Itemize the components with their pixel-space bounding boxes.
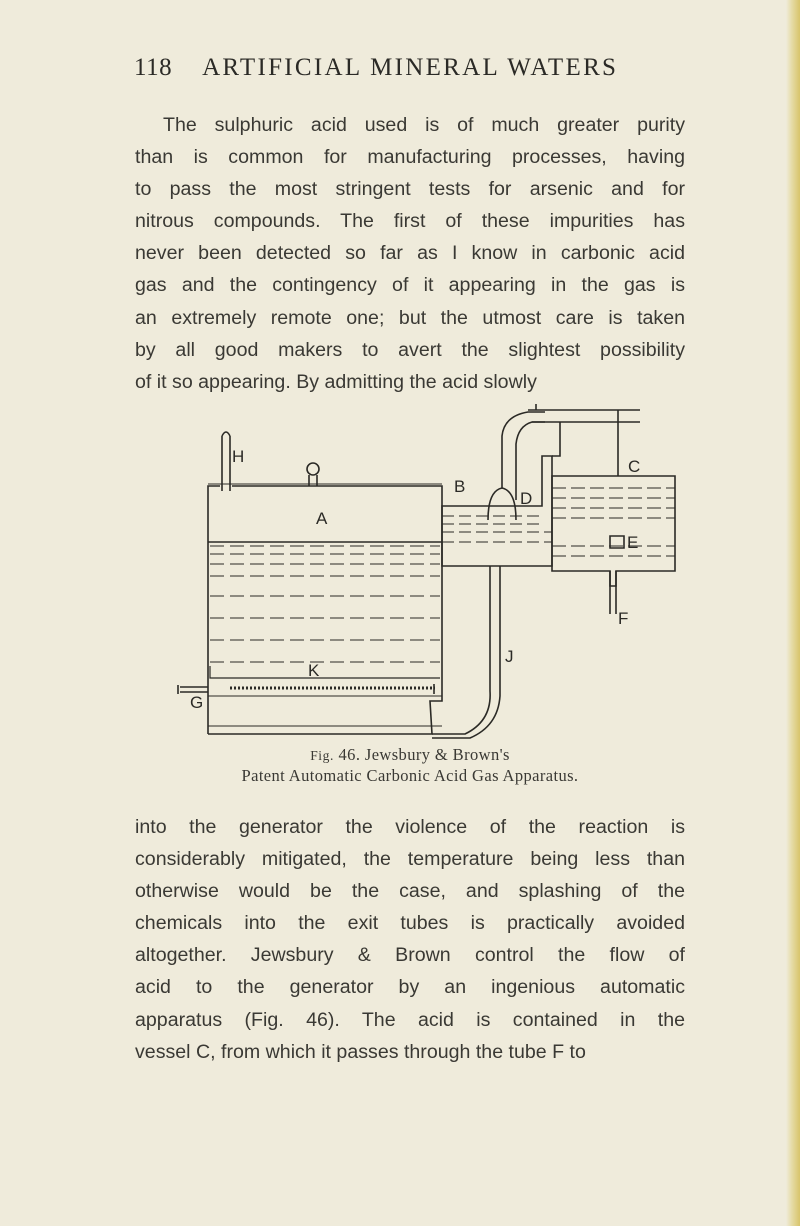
text-line: than is common for manufacturing processes, having [135,146,685,169]
vessel-b [442,456,552,566]
apparatus-diagram [170,396,690,741]
label-a: A [316,509,328,528]
figure-caption-line-2: Patent Automatic Carbonic Acid Gas Apparatus. [241,766,579,785]
text-line: chemicals into the exit tubes is practically avoided [135,912,685,935]
apparatus-figure [170,396,690,741]
text-line: never been detected so far as I know in carbonic acid [135,242,685,265]
text-line: an extremely remote one; but the utmost care is taken [135,306,685,329]
label-h: H [232,447,245,466]
figure-caption-title: 46. Jewsbury & Brown's [334,745,510,764]
vessel-c [552,476,675,586]
book-title: ARTIFICIAL MINERAL WATERS [202,54,619,81]
text-line: apparatus (Fig. 46). The acid is contained in the [135,1008,685,1031]
label-b: B [454,477,466,496]
label-c: C [628,457,641,476]
text-line: gas and the contingency of it appearing in the gas is [135,274,685,297]
text-line: into the generator the violence of the reaction is [135,816,685,838]
text-line: acid to the generator by an ingenious automatic [135,976,685,999]
text-line: by all good makers to avert the slightest possibility [135,338,685,361]
label-k: K [308,661,320,680]
label-g: G [190,693,204,712]
page-edge-shadow [786,0,800,1226]
paragraph-1 [135,109,685,398]
running-head [134,54,694,82]
figure-abbrev: Fig. [310,748,334,763]
label-j: J [505,647,514,666]
tube-f [610,571,616,614]
figure-caption-line-1 [135,745,685,765]
text-line: to pass the most stringent tests for arsenic and for [135,178,685,201]
label-d: D [520,489,533,508]
tube-h [222,432,230,491]
text-line: nitrous compounds. The first of these impurities has [135,210,685,233]
label-f: F [618,609,629,628]
page-number: 118 [134,54,173,81]
text-line: vessel C, from which it passes through the tube F to [135,1040,586,1063]
text-line: considerably mitigated, the temperature being less than [135,848,685,871]
text-line: otherwise would be the case, and splashing of the [135,880,685,903]
label-e: E [627,533,639,552]
text-line: The sulphuric acid used is of much greater purity [163,114,685,136]
text-line: of it so appearing. By admitting the acid slowly [135,370,537,393]
text-line: altogether. Jewsbury & Brown control the flow of [135,944,685,967]
paragraph-2 [135,811,685,1068]
